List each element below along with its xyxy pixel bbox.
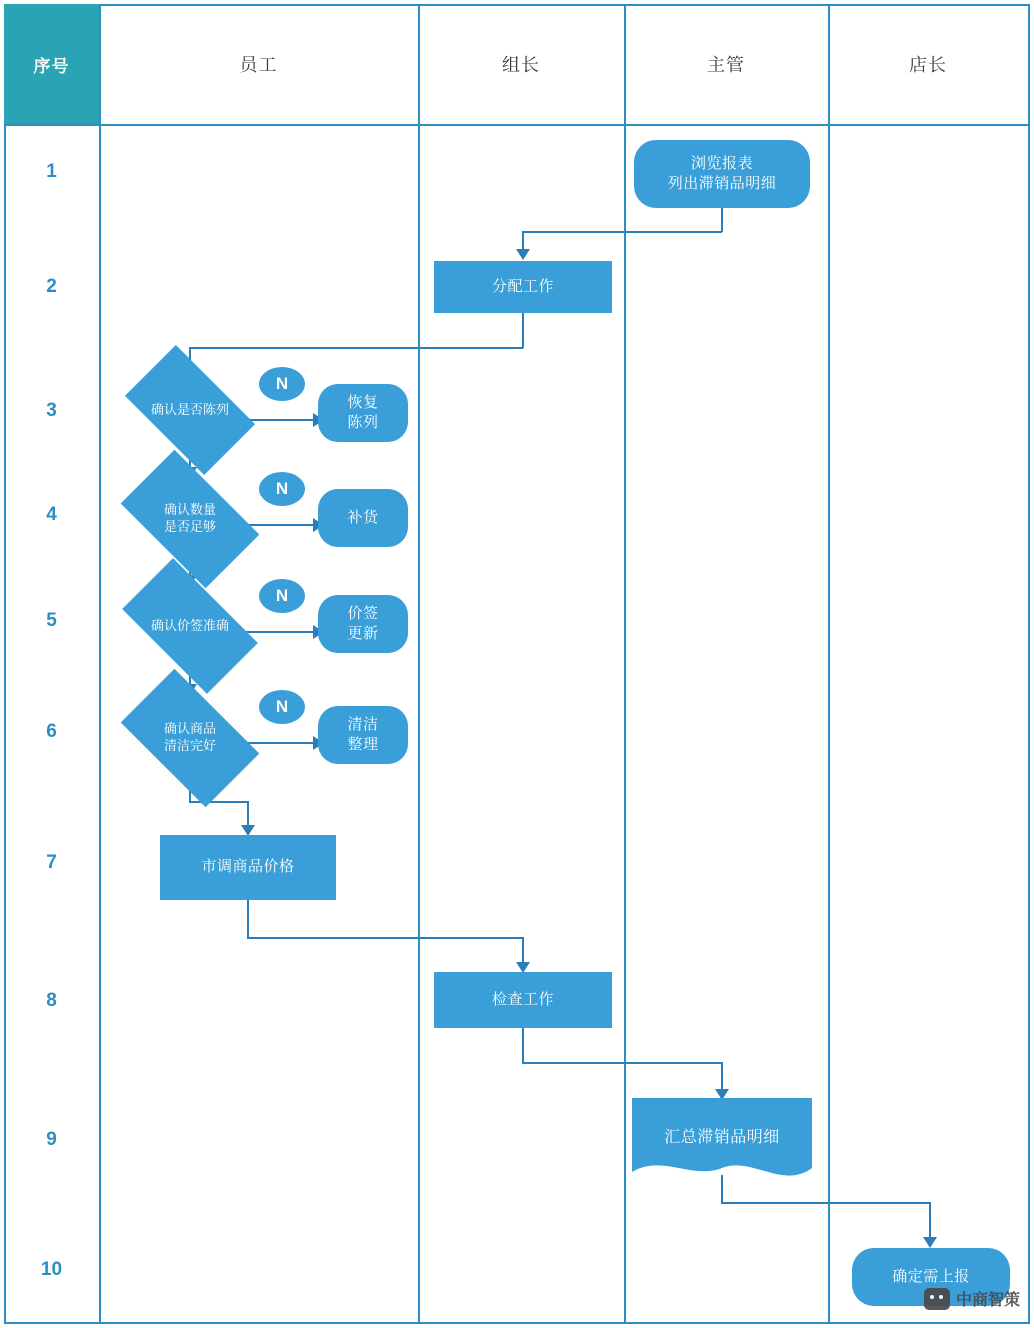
- node-check-quantity[interactable]: [130, 481, 250, 557]
- connector-2-seg-h: [189, 347, 523, 349]
- grid-col-divider-1: [99, 4, 101, 1324]
- header-column-supervisor: 主管: [707, 55, 745, 75]
- node-check-price-tag-label: 确认价签准确: [150, 617, 229, 633]
- connector-8-9-v2: [721, 1062, 723, 1090]
- branch-label-no-3: N: [259, 367, 305, 401]
- node-replenish[interactable]: [318, 489, 408, 547]
- node-restore-display-line2: 陈列: [347, 414, 379, 431]
- branch-label-no-6: N: [259, 690, 305, 724]
- header-column-employee: 员工: [239, 55, 278, 75]
- row-number-2: 2: [46, 276, 57, 297]
- node-market-survey-label: 市调商品价格: [201, 858, 295, 876]
- node-update-price-tag-line1: 价签: [347, 604, 379, 622]
- header-column-team-leader: 组长: [502, 55, 540, 75]
- node-check-display-label: 确认是否陈列: [150, 401, 229, 417]
- connector-9-10-v2: [929, 1202, 931, 1238]
- grid-border-bottom: [4, 1322, 1030, 1324]
- node-market-survey[interactable]: [160, 835, 336, 900]
- node-browse-report[interactable]: [634, 140, 810, 208]
- connector-9-10-arrow: [923, 1237, 937, 1248]
- row-number-7: 7: [46, 852, 57, 873]
- branch-label-no-5: N: [259, 579, 305, 613]
- header-column-store-manager: 店长: [909, 55, 947, 75]
- node-assign-work[interactable]: [434, 261, 612, 313]
- header-seq: 序号: [4, 4, 99, 124]
- node-restore-display-line1: 恢复: [347, 393, 379, 411]
- grid-col-divider-4: [828, 4, 830, 1324]
- node-clean-up[interactable]: [318, 706, 408, 764]
- connector-9-10-h: [721, 1202, 931, 1204]
- grid-col-divider-2: [418, 4, 420, 1324]
- connector-1-seg-v: [721, 208, 723, 232]
- node-check-display[interactable]: [134, 374, 246, 446]
- node-browse-report-line2: 列出滞销品明细: [667, 175, 777, 192]
- node-replenish-label: 补货: [347, 508, 379, 526]
- connector-8-9-h: [522, 1062, 722, 1064]
- grid-col-divider-3: [624, 4, 626, 1324]
- connector-7-8-v2: [522, 937, 524, 963]
- watermark-text: 中商智策: [955, 1292, 1020, 1309]
- branch-label-no-4: N: [259, 472, 305, 506]
- node-check-clean-line2: 清洁完好: [163, 738, 216, 753]
- node-assign-work-label: 分配工作: [491, 277, 554, 295]
- grid-header-divider: [4, 124, 1030, 126]
- node-update-price-tag-line2: 更新: [347, 625, 379, 642]
- node-confirm-report-label: 确定需上报: [892, 1267, 970, 1285]
- connector-7-8-h: [247, 937, 524, 939]
- connector-2-seg-v: [522, 313, 524, 348]
- node-inspect-work[interactable]: [434, 972, 612, 1028]
- node-check-quantity-line1: 确认数量: [163, 502, 216, 518]
- row-number-1: 1: [46, 161, 57, 182]
- connector-7-8-v: [247, 900, 249, 938]
- connector-8-9-v: [522, 1028, 524, 1064]
- connector-1-seg-v2: [522, 231, 524, 250]
- node-update-price-tag[interactable]: [318, 595, 408, 653]
- connector-1-seg-h: [522, 231, 722, 233]
- row-number-9: 9: [46, 1129, 57, 1150]
- connector-6-7-v2: [247, 801, 249, 826]
- row-number-10: 10: [40, 1259, 63, 1280]
- grid-border-right: [1028, 4, 1030, 1324]
- node-restore-display[interactable]: [318, 384, 408, 442]
- row-number-5: 5: [46, 610, 57, 631]
- node-clean-up-line1: 清洁: [347, 715, 379, 733]
- node-browse-report-line1: 浏览报表: [690, 154, 753, 172]
- node-check-quantity-label: [130, 481, 250, 557]
- row-number-4: 4: [46, 504, 57, 525]
- node-check-clean-label: [130, 700, 250, 776]
- node-check-quantity-line2: 是否足够: [163, 519, 216, 534]
- connector-6-7-h: [189, 801, 249, 803]
- node-check-clean[interactable]: [130, 700, 250, 776]
- node-check-price-tag[interactable]: [130, 590, 250, 662]
- node-summarize-report-label: 汇总滞销品明细: [664, 1128, 780, 1146]
- connector-1-arrow: [516, 249, 530, 260]
- node-summarize-report[interactable]: [632, 1098, 812, 1186]
- wechat-icon: [924, 1288, 950, 1310]
- row-number-3: 3: [46, 400, 57, 421]
- watermark: [924, 1287, 1020, 1310]
- grid-border-left: [4, 4, 6, 1324]
- row-number-8: 8: [46, 990, 57, 1011]
- node-check-clean-line1: 确认商品: [163, 721, 216, 737]
- node-inspect-work-label: 检查工作: [491, 990, 554, 1008]
- node-clean-up-line2: 整理: [347, 736, 379, 753]
- row-number-6: 6: [46, 721, 57, 742]
